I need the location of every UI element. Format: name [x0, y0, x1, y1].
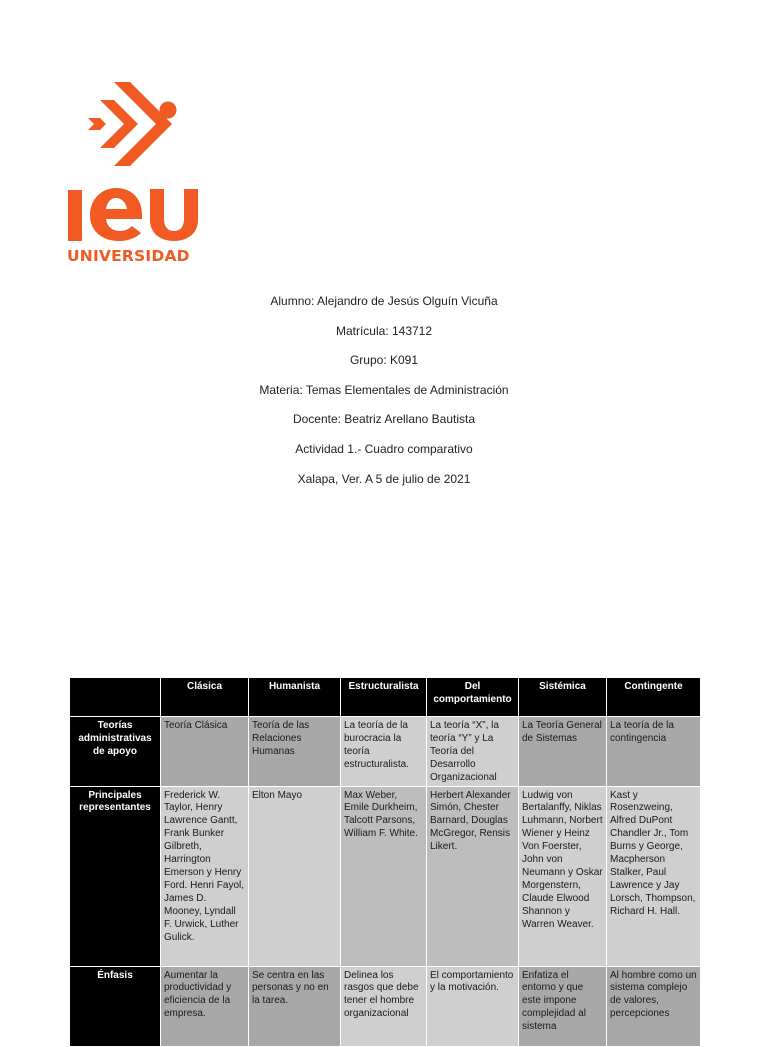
- table-cell: Al hombre como un sistema complejo de valores, percepciones: [607, 966, 701, 1046]
- table-cell: La teoría de la contingencia: [607, 717, 701, 787]
- table-row: [70, 786, 701, 966]
- header-cell: Contingente: [607, 678, 701, 717]
- table-cell: Kast y Rosenzweing, Alfred DuPont Chandler Jr., Tom Burns y George, Macpherson Stalker, Paul Lawrence y Jay Lorsch, Thompson, Richard H. Hall.: [607, 786, 701, 966]
- ieu-chevron-icon: [86, 80, 178, 172]
- header-cell: Humanista: [249, 678, 341, 717]
- subject-line: Materia: Temas Elementales de Administración: [259, 382, 509, 397]
- row-label: Énfasis: [70, 966, 161, 1046]
- table-cell: El comportamiento y la motivación.: [427, 966, 519, 1046]
- table-cell: Enfatiza el entorno y que este impone complejidad al sistema: [519, 966, 607, 1046]
- table-cell: Aumentar la productividad y eficiencia de la empresa.: [161, 966, 249, 1046]
- student-line: Alumno: Alejandro de Jesús Olguín Vicuña: [270, 294, 498, 308]
- header-cell: [70, 678, 161, 717]
- teacher-line: Docente: Beatriz Arellano Bautista: [292, 412, 476, 427]
- comparison-table: [69, 677, 701, 1047]
- table-cell: Elton Mayo: [249, 786, 341, 966]
- header-cell: Clásica: [161, 678, 249, 717]
- date-line: Xalapa, Ver. A 5 de julio de 2021: [297, 471, 471, 486]
- header-cell: Del comportamiento: [427, 678, 519, 717]
- ieu-wordmark: [66, 183, 198, 243]
- ieu-logo: [66, 80, 198, 268]
- table-row: [70, 717, 701, 787]
- table-cell: Herbert Alexander Simón, Chester Barnard, Douglas McGregor, Rensis Likert.: [427, 786, 519, 966]
- table-cell: Se centra en las personas y no en la tarea.: [249, 966, 341, 1046]
- row-label: Teorías administrativas de apoyo: [70, 717, 161, 787]
- header-cell: Estructuralista: [341, 678, 427, 717]
- table-cell: Max Weber, Emile Durkheim, Talcott Parsons, William F. White.: [341, 786, 427, 966]
- enrollment-line: Matrícula: 143712: [335, 323, 433, 338]
- activity-line: Actividad 1.- Cuadro comparativo: [295, 441, 473, 456]
- cover-info: [0, 291, 768, 498]
- table-cell: La teoría “X”, la teoría “Y” y La Teoría del Desarrollo Organizacional: [427, 717, 519, 787]
- table-row: [70, 966, 701, 1046]
- table-cell: Teoría de las Relaciones Humanas: [249, 717, 341, 787]
- row-label: Principales representantes: [70, 786, 161, 966]
- table-cell: La teoría de la burocracia la teoría estructuralista.: [341, 717, 427, 787]
- header-cell: Sistémica: [519, 678, 607, 717]
- table-cell: Teoría Clásica: [161, 717, 249, 787]
- table-header-row: [70, 678, 701, 717]
- table-cell: Ludwig von Bertalanffy, Niklas Luhmann, Norbert Wiener y Heinz Von Foerster, John von Neumann y Oskar Morgenstern, Claude Elwood Shannon y Warren Weaver.: [519, 786, 607, 966]
- group-line: Grupo: K091: [349, 353, 419, 368]
- table-cell: Frederick W. Taylor, Henry Lawrence Gantt, Frank Bunker Gilbreth, Harrington Emerson y Henry Ford. Henri Fayol, James D. Mooney, Lyndall F. Urwick, Luther Gulick.: [161, 786, 249, 966]
- logo-name: UNIVERSIDAD: [67, 247, 190, 265]
- table-cell: Delinea los rasgos que debe tener el hombre organizacional: [341, 966, 427, 1046]
- table-cell: La Teoría General de Sistemas: [519, 717, 607, 787]
